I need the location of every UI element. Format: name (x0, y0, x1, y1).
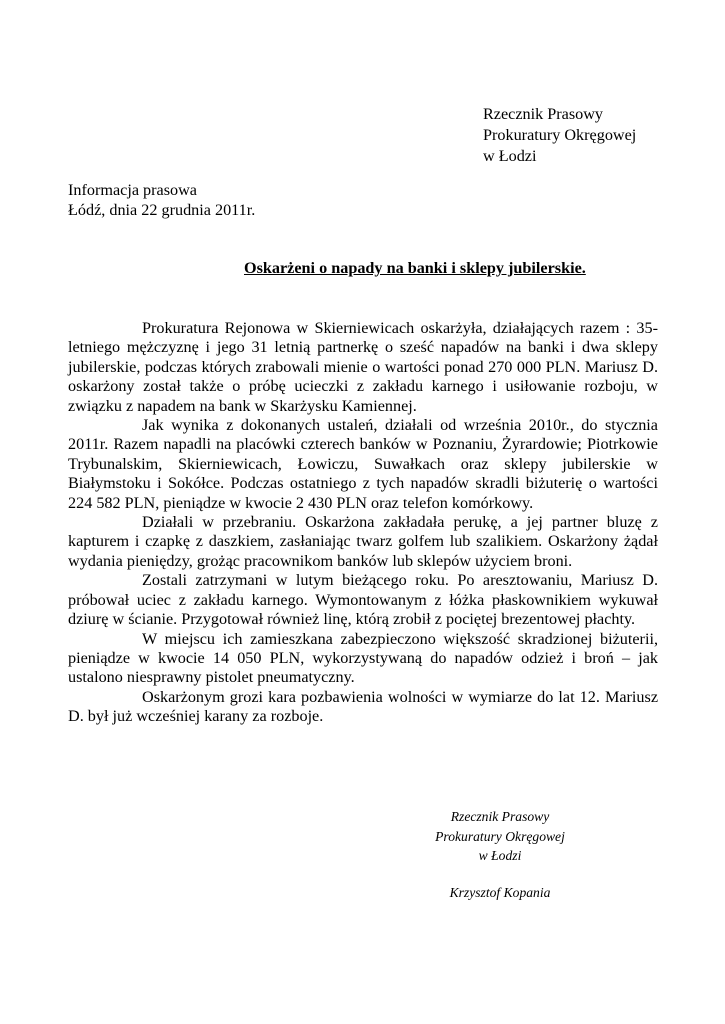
addressee-line: Rzecznik Prasowy (483, 105, 604, 123)
signature-office-line: Rzecznik Prasowy (450, 809, 550, 824)
paragraph: Prokuratura Rejonowa w Skierniewicach oskarżyła, działających razem : 35- letniego mężczyznę i jego 31 letnią partnerkę o sześć napadów na banki i dwa sklepy jubilerskie, podczas których zrabowali mienie o wartości ponad 270 000 PLN. Mariusz D. oskarżony został także o próbę ucieczki z zakładu karnego i usiłowanie rozboju, w związku z napadem na bank w Skarżysku Kamiennej. (68, 319, 658, 415)
addressee-line: Prokuratury Okręgowej (483, 126, 637, 144)
paragraph: Jak wynika z dokonanych ustaleń, działali od września 2010r., do stycznia 2011r. Razem napadli na placówki czterech banków w Poznaniu, Żyrardowie; Piotrkowie Trybunalskim, Skierniewicach, Łowiczu, Suwałkach oraz sklepy jubilerskie w Białymstoku i Sokółce. Podczas ostatniego z tych napadów skradli biżuterię o wartości 224 582 PLN, pieniądze w kwocie 2 430 PLN oraz telefon komórkowy. (68, 416, 658, 512)
place-date: Łódź, dnia 22 grudnia 2011r. (68, 201, 256, 219)
paragraph: W miejscu ich zamieszkana zabezpieczono większość skradzionej biżuterii, pieniądze w kwocie 14 050 PLN, wykorzystywaną do napadów odzież i broń – jak ustalono niesprawny pistolet pneumatyczny. (68, 629, 658, 687)
info-block (68, 180, 255, 220)
page-title: Oskarżeni o napady na banki i sklepy jubilerskie. (244, 259, 586, 277)
body-text (68, 319, 658, 727)
signature-office-line: Prokuratury Okręgowej (435, 828, 565, 844)
addressee-block (483, 104, 713, 167)
document-type: Informacja prasowa (68, 181, 197, 199)
signature-name: Krzysztof Kopania (449, 884, 551, 900)
addressee-line: w Łodzi (483, 147, 537, 165)
signature-office-line: w Łodzi (478, 848, 522, 864)
signature-block (405, 807, 595, 902)
paragraph: Zostali zatrzymani w lutym bieżącego roku. Po aresztowaniu, Mariusz D. próbował uciec z zakładu karnego. Wymontowanym z łóżka płaskownikiem wykuwał dziurę w ścianie. Przygotował również linę, którą zrobił z pociętej brezentowej płachty. (68, 571, 658, 629)
paragraph: Działali w przebraniu. Oskarżona zakładała perukę, a jej partner bluzę z kapturem i czapkę z daszkiem, zasłaniając twarz golfem lub szalikiem. Oskarżony żądał wydania pieniędzy, grożąc pracownikom banków lub sklepów użyciem broni. (68, 513, 658, 570)
paragraph: Oskarżonym grozi kara pozbawienia wolności w wymiarze do lat 12. Mariusz D. był już wcześniej karany za rozboje. (68, 687, 658, 726)
